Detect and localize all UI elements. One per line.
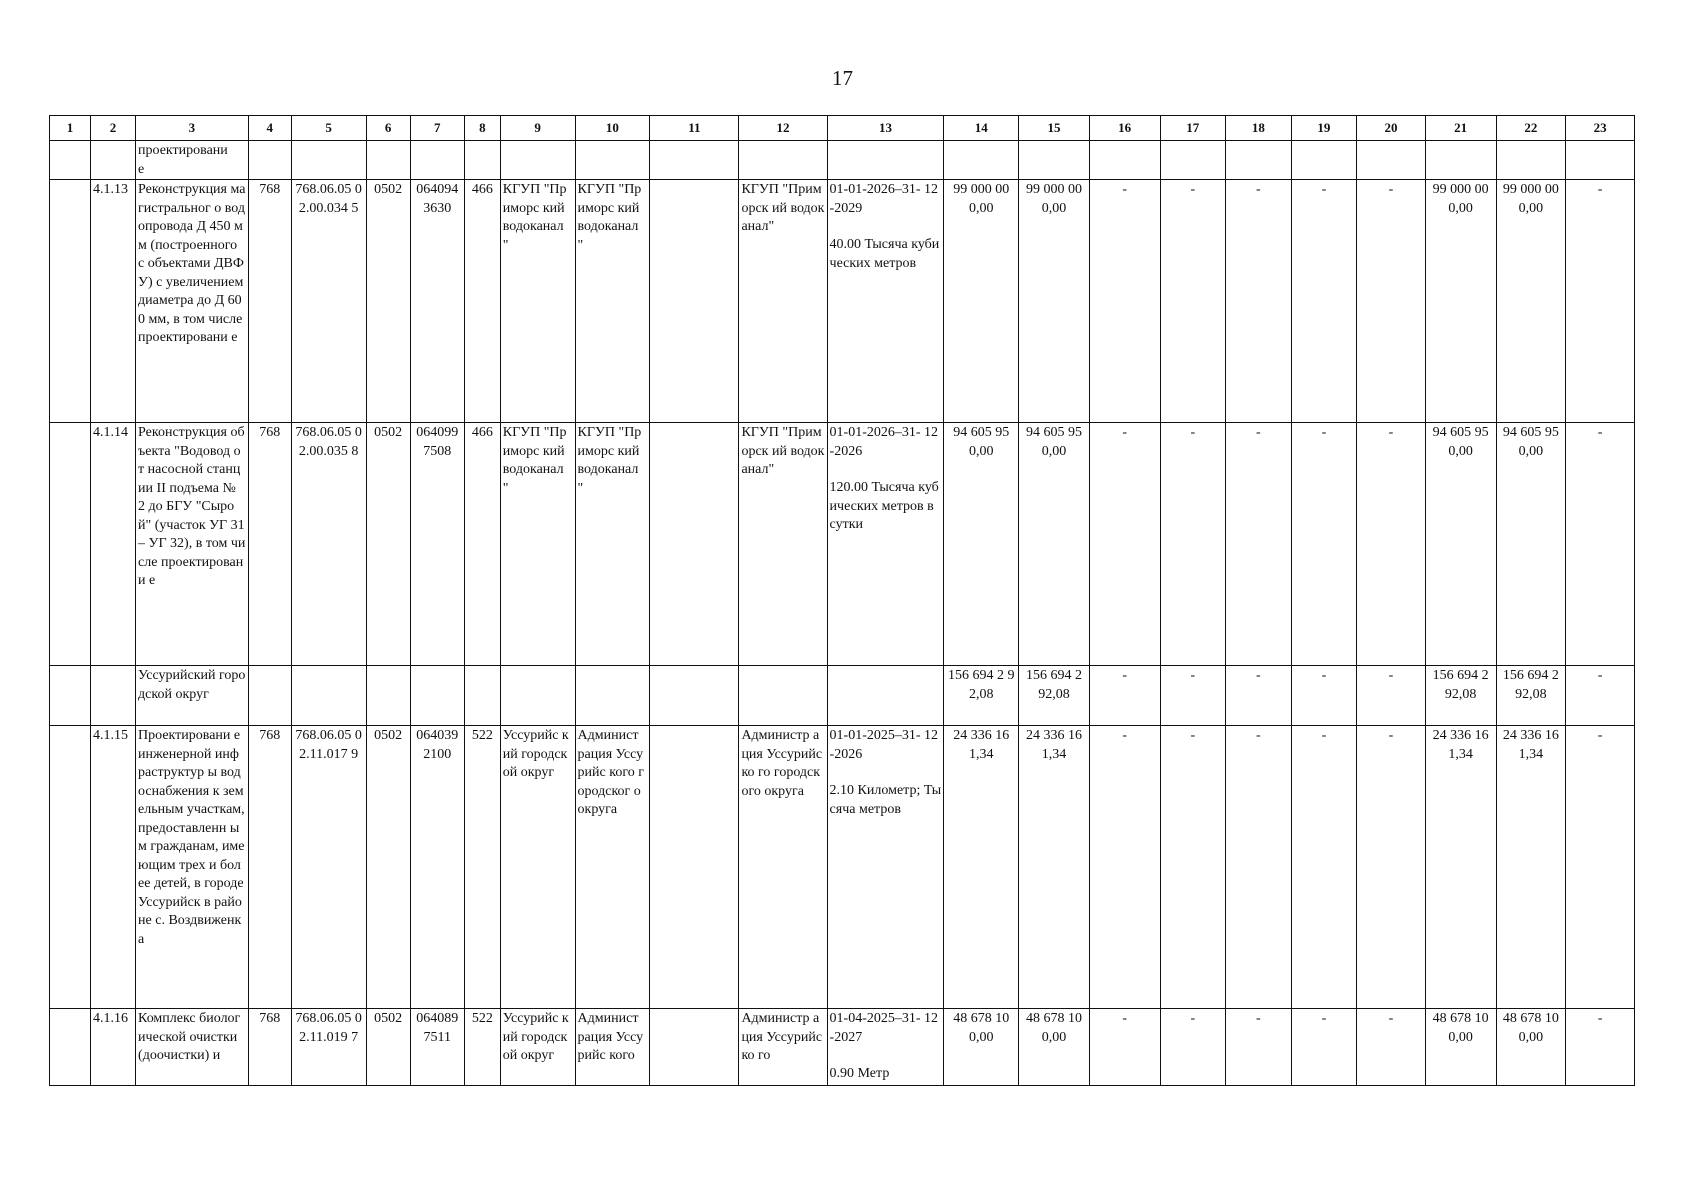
object-name-cell: Реконструкция магистральног о водопровода Д 450 мм (построенного с объектами ДВФУ) с увеличением диаметра до Д 600 мм, в том числе проектировани е <box>136 180 249 423</box>
header-cell: 18 <box>1226 116 1292 141</box>
amount-cell: 48 678 10 0,00 <box>1019 1009 1090 1086</box>
amount-cell: 99 000 00 0,00 <box>1425 180 1496 423</box>
code-cell: 522 <box>464 1009 500 1086</box>
header-cell: 9 <box>500 116 575 141</box>
table-cell <box>650 1009 739 1086</box>
header-cell: 16 <box>1089 116 1160 141</box>
header-cell: 17 <box>1160 116 1226 141</box>
amount-cell: 94 605 95 0,00 <box>1019 423 1090 666</box>
period-text: 01-01-2025–31- 12-2026 <box>829 728 939 762</box>
dash-cell: - <box>1357 666 1426 726</box>
dash-cell: - <box>1160 423 1226 666</box>
code-cell: 768.06.05 02.11.019 7 <box>291 1009 366 1086</box>
amount-cell: 156 694 2 92,08 <box>1496 666 1566 726</box>
item-number-cell: 4.1.13 <box>90 180 135 423</box>
organization-cell: КГУП "Приморс кий водоканал " <box>500 180 575 423</box>
dash-cell: - <box>1089 726 1160 1009</box>
object-name-cell: Комплекс биологической очистки (доочистки) и <box>136 1009 249 1086</box>
dash-cell: - <box>1291 726 1357 1009</box>
table-cell <box>291 666 366 726</box>
table-cell <box>248 666 291 726</box>
code-cell: 768 <box>248 1009 291 1086</box>
organization-cell: Админист рация Уссурийс кого <box>575 1009 650 1086</box>
table-cell <box>50 1009 91 1086</box>
table-row <box>50 1009 1635 1086</box>
period-capacity-cell <box>827 180 944 423</box>
header-cell: 23 <box>1566 116 1635 141</box>
organization-cell: КГУП "Приморс кий водоканал " <box>575 423 650 666</box>
dash-cell: - <box>1566 180 1635 423</box>
amount-cell: 94 605 95 0,00 <box>1425 423 1496 666</box>
dash-cell: - <box>1226 180 1292 423</box>
dash-cell: - <box>1566 666 1635 726</box>
organization-cell: КГУП "Приморс кий водоканал " <box>500 423 575 666</box>
amount-cell: 156 694 2 92,08 <box>1425 666 1496 726</box>
dash-cell: - <box>1357 423 1426 666</box>
code-cell: 522 <box>464 726 500 1009</box>
header-cell: 12 <box>739 116 827 141</box>
table-cell <box>575 141 650 180</box>
dash-cell: - <box>1357 180 1426 423</box>
table-cell <box>944 141 1019 180</box>
header-cell: 5 <box>291 116 366 141</box>
table-cell <box>50 141 91 180</box>
amount-cell: 94 605 95 0,00 <box>944 423 1019 666</box>
table-cell <box>464 141 500 180</box>
amount-cell: 156 694 2 92,08 <box>1019 666 1090 726</box>
table-cell <box>1291 141 1357 180</box>
column-number-header <box>50 116 1635 141</box>
table-cell <box>50 726 91 1009</box>
table-cell <box>291 141 366 180</box>
table-cell <box>1496 141 1566 180</box>
subtotal-row <box>50 666 1635 726</box>
header-cell: 2 <box>90 116 135 141</box>
code-cell: 064099 7508 <box>410 423 464 666</box>
capacity-text: 120.00 Тысяча кубических метров в сутки <box>829 480 939 532</box>
header-cell: 7 <box>410 116 464 141</box>
table-row <box>50 141 1635 180</box>
table-cell <box>90 141 135 180</box>
table-cell <box>827 141 944 180</box>
code-cell: 0502 <box>366 423 410 666</box>
object-name-cell: проектировани е <box>136 141 249 180</box>
dash-cell: - <box>1089 1009 1160 1086</box>
header-cell: 6 <box>366 116 410 141</box>
code-cell: 768 <box>248 180 291 423</box>
code-cell: 064089 7511 <box>410 1009 464 1086</box>
table-cell <box>500 141 575 180</box>
header-cell: 14 <box>944 116 1019 141</box>
period-capacity-cell <box>827 726 944 1009</box>
table-cell <box>500 666 575 726</box>
dash-cell: - <box>1226 666 1292 726</box>
period-capacity-cell <box>827 423 944 666</box>
header-cell: 15 <box>1019 116 1090 141</box>
table-cell <box>1160 141 1226 180</box>
item-number-cell: 4.1.16 <box>90 1009 135 1086</box>
object-name-cell: Проектировани е инженерной инфраструктур ы водоснабжения к земельным участкам, предоставленн ым гражданам, имеющим трех и более детей, в городе Уссурийск в районе с. Воздвиженка <box>136 726 249 1009</box>
table-row <box>50 423 1635 666</box>
header-cell: 4 <box>248 116 291 141</box>
organization-cell: Уссурийс кий городской округ <box>500 1009 575 1086</box>
period-capacity-cell <box>827 1009 944 1086</box>
amount-cell: 99 000 00 0,00 <box>1019 180 1090 423</box>
header-cell: 11 <box>650 116 739 141</box>
dash-cell: - <box>1160 1009 1226 1086</box>
capacity-text: 40.00 Тысяча кубических метров <box>829 237 940 271</box>
dash-cell: - <box>1291 180 1357 423</box>
dash-cell: - <box>1160 726 1226 1009</box>
organization-cell: Уссурийс кий городской округ <box>500 726 575 1009</box>
dash-cell: - <box>1226 423 1292 666</box>
code-cell: 466 <box>464 423 500 666</box>
table-cell <box>410 141 464 180</box>
dash-cell: - <box>1089 666 1160 726</box>
amount-cell: 48 678 10 0,00 <box>1496 1009 1566 1086</box>
code-cell: 768.06.05 02.00.034 5 <box>291 180 366 423</box>
code-cell: 0502 <box>366 726 410 1009</box>
header-cell: 21 <box>1425 116 1496 141</box>
table-cell <box>1357 141 1426 180</box>
table-cell <box>827 666 944 726</box>
table-cell <box>650 666 739 726</box>
amount-cell: 48 678 10 0,00 <box>944 1009 1019 1086</box>
period-text: 01-01-2026–31- 12-2026 <box>829 425 939 459</box>
organization-cell: КГУП "Приморс кий водоканал " <box>575 180 650 423</box>
code-cell: 768.06.05 02.11.017 9 <box>291 726 366 1009</box>
table-cell <box>650 180 739 423</box>
amount-cell: 99 000 00 0,00 <box>944 180 1019 423</box>
table-cell <box>464 666 500 726</box>
table-cell <box>366 141 410 180</box>
code-cell: 768.06.05 02.00.035 8 <box>291 423 366 666</box>
header-cell: 20 <box>1357 116 1426 141</box>
object-name-cell: Реконструкция объекта "Водовод от насосной станции II подъема № 2 до БГУ "Сырой" (участок УГ 31 – УГ 32), в том числе проектировани е <box>136 423 249 666</box>
table-row <box>50 180 1635 423</box>
code-cell: 768 <box>248 726 291 1009</box>
dash-cell: - <box>1160 180 1226 423</box>
table-cell <box>650 141 739 180</box>
amount-cell: 24 336 16 1,34 <box>944 726 1019 1009</box>
amount-cell: 24 336 16 1,34 <box>1019 726 1090 1009</box>
page-number: 17 <box>832 66 853 90</box>
table-cell <box>248 141 291 180</box>
header-cell: 3 <box>136 116 249 141</box>
table-cell <box>50 666 91 726</box>
dash-cell: - <box>1566 726 1635 1009</box>
header-cell: 19 <box>1291 116 1357 141</box>
amount-cell: 156 694 2 92,08 <box>944 666 1019 726</box>
table-cell <box>1425 141 1496 180</box>
table-cell <box>575 666 650 726</box>
table-cell <box>650 423 739 666</box>
dash-cell: - <box>1357 1009 1426 1086</box>
table-cell <box>50 423 91 666</box>
dash-cell: - <box>1566 1009 1635 1086</box>
organization-cell: КГУП "Приморск ий водоканал" <box>739 180 827 423</box>
amount-cell: 99 000 00 0,00 <box>1496 180 1566 423</box>
organization-cell: КГУП "Приморск ий водоканал" <box>739 423 827 666</box>
dash-cell: - <box>1291 666 1357 726</box>
item-number-cell: 4.1.15 <box>90 726 135 1009</box>
amount-cell: 24 336 16 1,34 <box>1425 726 1496 1009</box>
dash-cell: - <box>1160 666 1226 726</box>
table-cell <box>1566 141 1635 180</box>
table-cell <box>1089 141 1160 180</box>
dash-cell: - <box>1089 423 1160 666</box>
budget-table <box>49 115 1635 1086</box>
organization-cell: Администр ация Уссурийско го <box>739 1009 827 1086</box>
table-cell <box>90 666 135 726</box>
amount-cell: 94 605 95 0,00 <box>1496 423 1566 666</box>
header-cell: 8 <box>464 116 500 141</box>
period-text: 01-04-2025–31- 12-2027 <box>829 1011 939 1045</box>
table-cell <box>739 666 827 726</box>
item-number-cell: 4.1.14 <box>90 423 135 666</box>
code-cell: 064039 2100 <box>410 726 464 1009</box>
table-cell <box>366 666 410 726</box>
table-cell <box>410 666 464 726</box>
code-cell: 768 <box>248 423 291 666</box>
district-name-cell: Уссурийский городской округ <box>136 666 249 726</box>
capacity-text: 0.90 Метр <box>829 1066 890 1081</box>
header-cell: 13 <box>827 116 944 141</box>
period-text: 01-01-2026–31- 12-2029 <box>829 182 939 216</box>
code-cell: 466 <box>464 180 500 423</box>
table-row <box>50 726 1635 1009</box>
header-cell: 22 <box>1496 116 1566 141</box>
capacity-text: 2.10 Километр; Тысяча метров <box>829 783 942 817</box>
organization-cell: Администр ация Уссурийско го городского округа <box>739 726 827 1009</box>
dash-cell: - <box>1291 1009 1357 1086</box>
dash-cell: - <box>1566 423 1635 666</box>
dash-cell: - <box>1089 180 1160 423</box>
organization-cell: Админист рация Уссурийс кого городског о округа <box>575 726 650 1009</box>
table-cell <box>50 180 91 423</box>
code-cell: 0502 <box>366 1009 410 1086</box>
table-cell <box>650 726 739 1009</box>
dash-cell: - <box>1226 726 1292 1009</box>
dash-cell: - <box>1226 1009 1292 1086</box>
dash-cell: - <box>1357 726 1426 1009</box>
dash-cell: - <box>1291 423 1357 666</box>
header-cell: 10 <box>575 116 650 141</box>
code-cell: 064094 3630 <box>410 180 464 423</box>
table-cell <box>1019 141 1090 180</box>
amount-cell: 48 678 10 0,00 <box>1425 1009 1496 1086</box>
header-cell: 1 <box>50 116 91 141</box>
table-cell <box>1226 141 1292 180</box>
table-cell <box>739 141 827 180</box>
code-cell: 0502 <box>366 180 410 423</box>
amount-cell: 24 336 16 1,34 <box>1496 726 1566 1009</box>
